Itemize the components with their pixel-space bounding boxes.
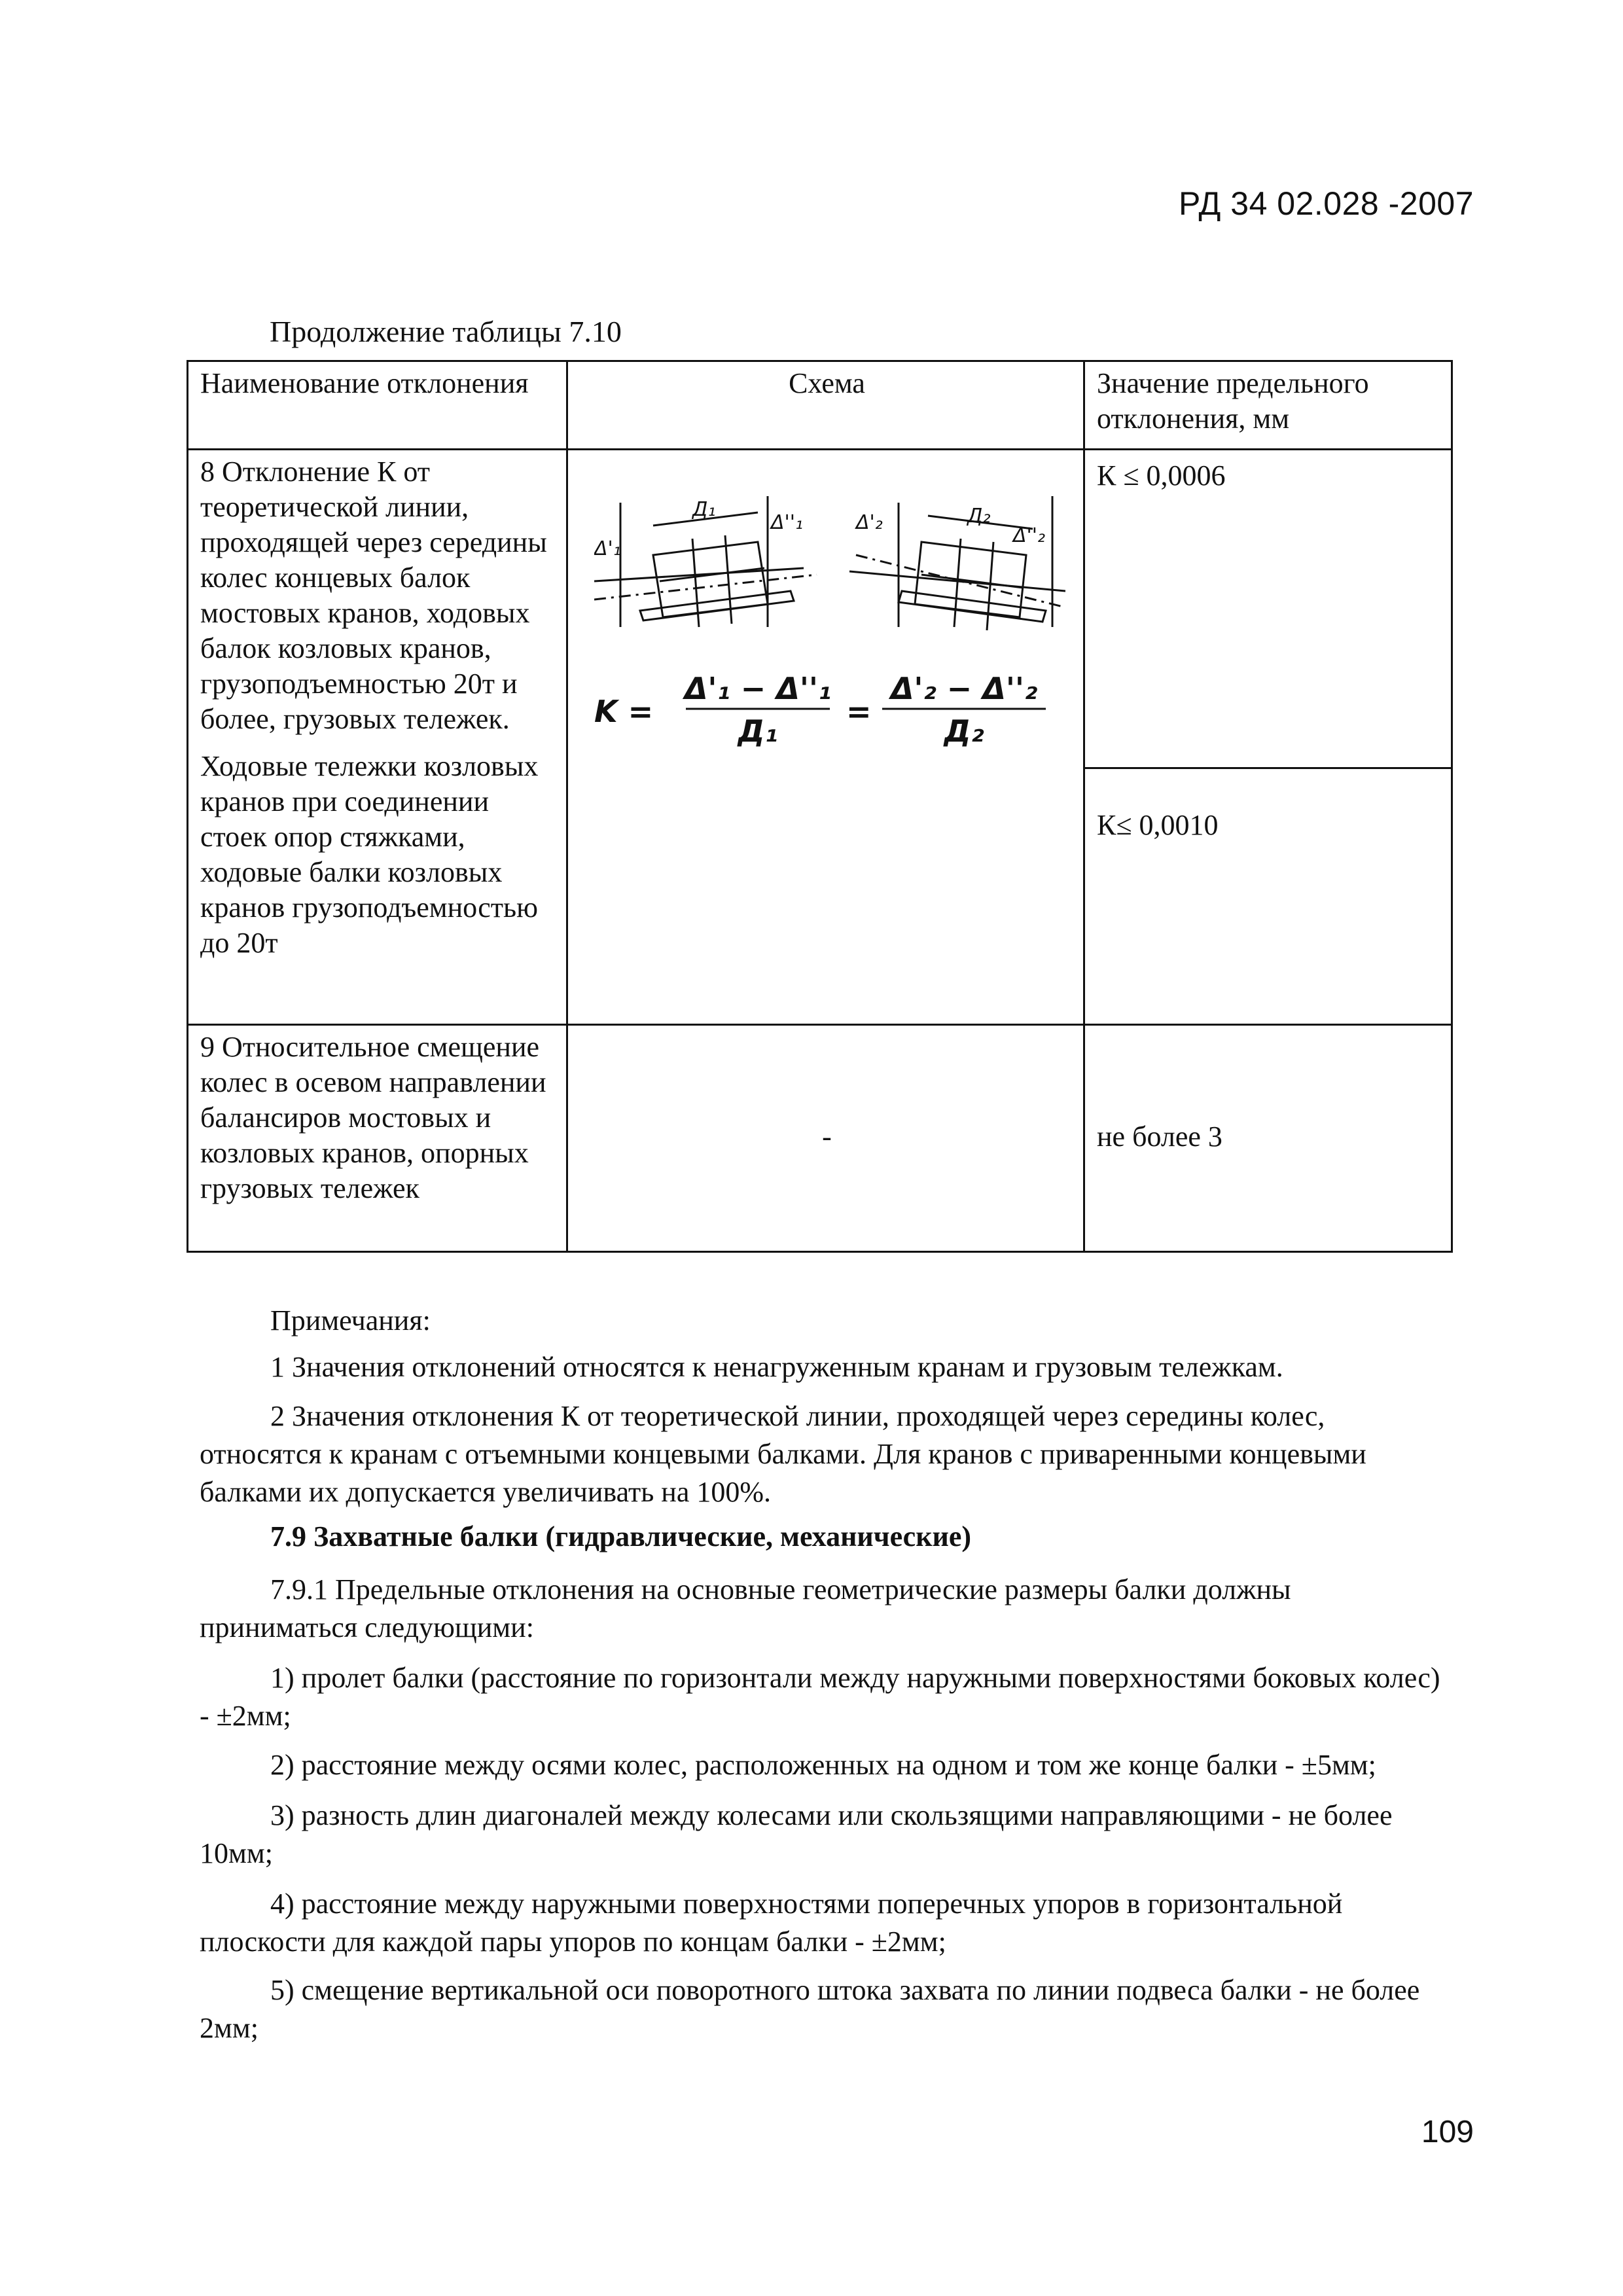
page-number: 109: [1421, 2115, 1474, 2149]
wheel-right: [899, 591, 1046, 622]
d2-label: Д₂: [967, 505, 991, 528]
list-item-1: 1) пролет балки (расстояние по горизонтали между наружными поверхностями боковых колес) - ±2мм;: [200, 1662, 1440, 1732]
notes-title: Примечания:: [270, 1304, 431, 1336]
header-name: Наименование отклонения: [188, 361, 567, 450]
header-value: Значение предельного отклонения, мм: [1084, 361, 1452, 450]
section-intro: 7.9.1 Предельные отклонения на основные геометрические размеры балки должны приниматься следующими:: [200, 1573, 1291, 1643]
formula-eq2: =: [846, 694, 872, 729]
row8-value-divider: [1085, 767, 1451, 769]
d1-label: Д₁: [692, 498, 716, 521]
formula-num1: Δ'₁ − Δ''₁: [684, 671, 832, 706]
note-1: 1 Значения отклонений относятся к ненагруженным кранам и грузовым тележкам.: [270, 1351, 1283, 1383]
row8-value-b: К≤ 0,0010: [1097, 809, 1219, 841]
row8-scheme-cell: [567, 450, 1084, 1025]
wheel-deviation-scheme: [594, 476, 1065, 751]
row8-name-b: Ходовые тележки козловых кранов при соединении стоек опор стяжками, ходовые балки козловых кранов грузоподъемностью до 20т: [200, 750, 539, 959]
formula-den2: Д₂: [944, 713, 984, 749]
table-caption: Продолжение таблицы 7.10: [270, 315, 622, 348]
list-item-4: 4) расстояние между наружными поверхностями поперечных упоров в горизонтальной плоскости для каждой пары упоров по концам балки - ±2мм;: [200, 1888, 1343, 1958]
row9-value: не более 3: [1084, 1025, 1452, 1252]
formula-den1: Д₁: [738, 713, 778, 749]
table-row-8: [188, 450, 1452, 1025]
table-header-row: [188, 361, 1452, 450]
note-2: 2 Значения отклонения К от теоретической линии, проходящей через середины колес, относятся к кранам с отъемными концевыми балками. Для кранов с приваренными концевыми балками их допускается увеличивать на 100%.: [200, 1400, 1366, 1508]
delta2-double-label: Δ''₂: [1013, 524, 1046, 547]
row8-value-cell: [1084, 450, 1452, 1025]
row9-name: 9 Относительное смещение колес в осевом направлении балансиров мостовых и козловых кранов, опорных грузовых тележек: [188, 1025, 567, 1252]
row9-scheme: -: [567, 1025, 1084, 1252]
row8-name-a: 8 Отклонение К от теоретической линии, проходящей через середины колес концевых балок мостовых кранов, ходовых балок козловых кранов, грузоподъемностью 20т и более, грузовых тележек.: [200, 456, 547, 735]
delta2-prime-label: Δ'₂: [856, 511, 883, 534]
list-item-5: 5) смещение вертикальной оси поворотного штока захвата по линии подвеса балки - не более 2мм;: [200, 1974, 1420, 2044]
formula-num2: Δ'₂ − Δ''₂: [890, 671, 1038, 706]
document-code: РД 34 02.028 -2007: [1179, 185, 1474, 222]
header-scheme: Схема: [567, 361, 1084, 450]
row8-value-a: К ≤ 0,0006: [1097, 459, 1226, 492]
list-item-3: 3) разность длин диагоналей между колесами или скользящими направляющими - не более 10мм;: [200, 1799, 1393, 1869]
formula-k: K =: [594, 694, 654, 729]
delta1-double-label: Δ''₁: [771, 511, 804, 534]
table-row-9: [188, 1025, 1452, 1252]
section-heading: 7.9 Захватные балки (гидравлические, механические): [270, 1520, 972, 1552]
row8-name-cell: [188, 450, 567, 1025]
list-item-2: 2) расстояние между осями колес, расположенных на одном и том же конце балки - ±5мм;: [270, 1749, 1376, 1781]
delta1-prime-label: Δ'₁: [594, 537, 621, 560]
deviation-table: [187, 360, 1453, 1253]
